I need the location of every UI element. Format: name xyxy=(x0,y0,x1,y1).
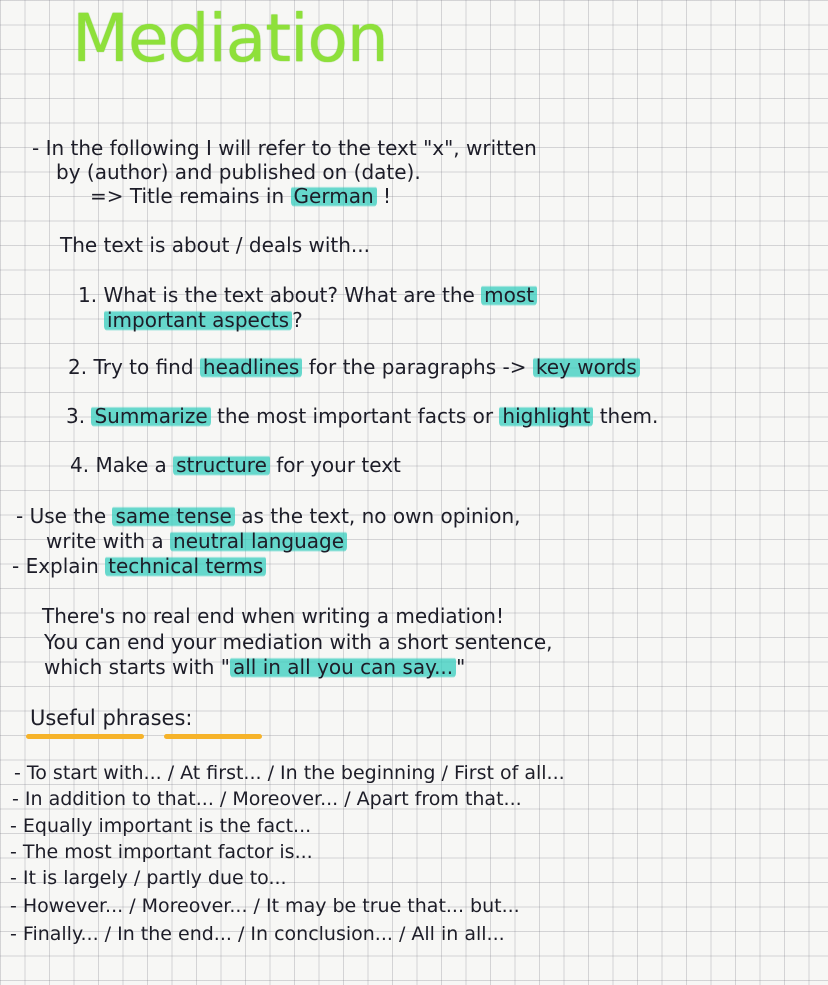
phrase-item: - The most important factor is... xyxy=(10,841,313,863)
page-title: Mediation xyxy=(72,0,388,77)
step-3 xyxy=(66,406,658,426)
useful-phrases-heading: Useful phrases: xyxy=(30,706,193,730)
highlight-same-tense: same tense xyxy=(112,504,234,528)
intro-text: - In the following I will refer to the text xyxy=(32,136,417,160)
step-3-highlight-summarize: Summarize xyxy=(91,404,210,428)
step-1-highlight-a: most xyxy=(481,283,537,307)
heading-underline-1 xyxy=(26,734,144,739)
step-1-highlight-b: important aspects xyxy=(104,308,292,332)
step-2-highlight-keywords: key words xyxy=(533,355,640,379)
step-2-mid: for the paragraphs -> xyxy=(308,355,527,379)
intro-text-placeholder: "x", written xyxy=(423,136,537,160)
step-3-end: them. xyxy=(599,404,659,428)
step-3-mid: the most important facts or xyxy=(217,404,494,428)
rule-2-text: write with a xyxy=(46,529,164,553)
step-1-question: ? xyxy=(292,308,303,332)
step-4-highlight-structure: structure xyxy=(173,453,270,477)
phrase-item: - To start with... / At first... / In the beginning / First of all... xyxy=(14,762,565,784)
ending-quote: " xyxy=(456,655,466,679)
phrase-item: - In addition to that... / Moreover... / Apart from that... xyxy=(12,788,522,810)
intro-exclamation: ! xyxy=(382,184,392,208)
highlight-german: German xyxy=(291,184,377,208)
rule-line-3 xyxy=(12,556,266,576)
rule-line-1 xyxy=(16,506,521,526)
step-4-text: 4. Make a xyxy=(70,453,167,477)
ending-line-2: You can end your mediation with a short sentence, xyxy=(44,630,553,654)
phrase-item: - Finally... / In the end... / In conclusion... / All in all... xyxy=(10,923,505,945)
step-3-highlight-highlight: highlight xyxy=(499,404,593,428)
rule-1-rest: as the text, no own opinion, xyxy=(241,504,521,528)
intro-line-3 xyxy=(90,186,391,206)
about-line: The text is about / deals with... xyxy=(60,233,370,257)
step-3-number: 3. xyxy=(66,404,86,428)
step-1-line-1 xyxy=(78,285,537,305)
step-1-text: 1. What is the text about? What are the xyxy=(78,283,475,307)
phrase-item: - It is largely / partly due to... xyxy=(10,867,287,889)
highlight-all-in-all: all in all you can say... xyxy=(230,655,456,679)
ending-text: which starts with " xyxy=(44,655,230,679)
ending-line-3 xyxy=(44,657,465,677)
step-4-end: for your text xyxy=(276,453,401,477)
phrase-item: - Equally important is the fact... xyxy=(10,815,312,837)
step-4 xyxy=(70,455,401,475)
ending-line-1: There's no real end when writing a mediation! xyxy=(42,604,504,628)
step-2 xyxy=(68,357,640,377)
rule-3-text: - Explain xyxy=(12,554,99,578)
rule-line-2 xyxy=(46,531,347,551)
heading-underline-2 xyxy=(164,734,262,739)
intro-line-1 xyxy=(32,138,537,158)
intro-line-2: by (author) and published on (date). xyxy=(56,160,421,184)
step-2-text: 2. Try to find xyxy=(68,355,194,379)
highlight-technical-terms: technical terms xyxy=(105,554,266,578)
highlight-neutral-language: neutral language xyxy=(170,529,347,553)
intro-arrow-text: => Title remains in xyxy=(90,184,285,208)
rule-1-text: - Use the xyxy=(16,504,107,528)
step-2-highlight-headlines: headlines xyxy=(200,355,302,379)
step-1-line-2 xyxy=(104,310,303,330)
phrase-item: - However... / Moreover... / It may be true that... but... xyxy=(10,895,520,917)
